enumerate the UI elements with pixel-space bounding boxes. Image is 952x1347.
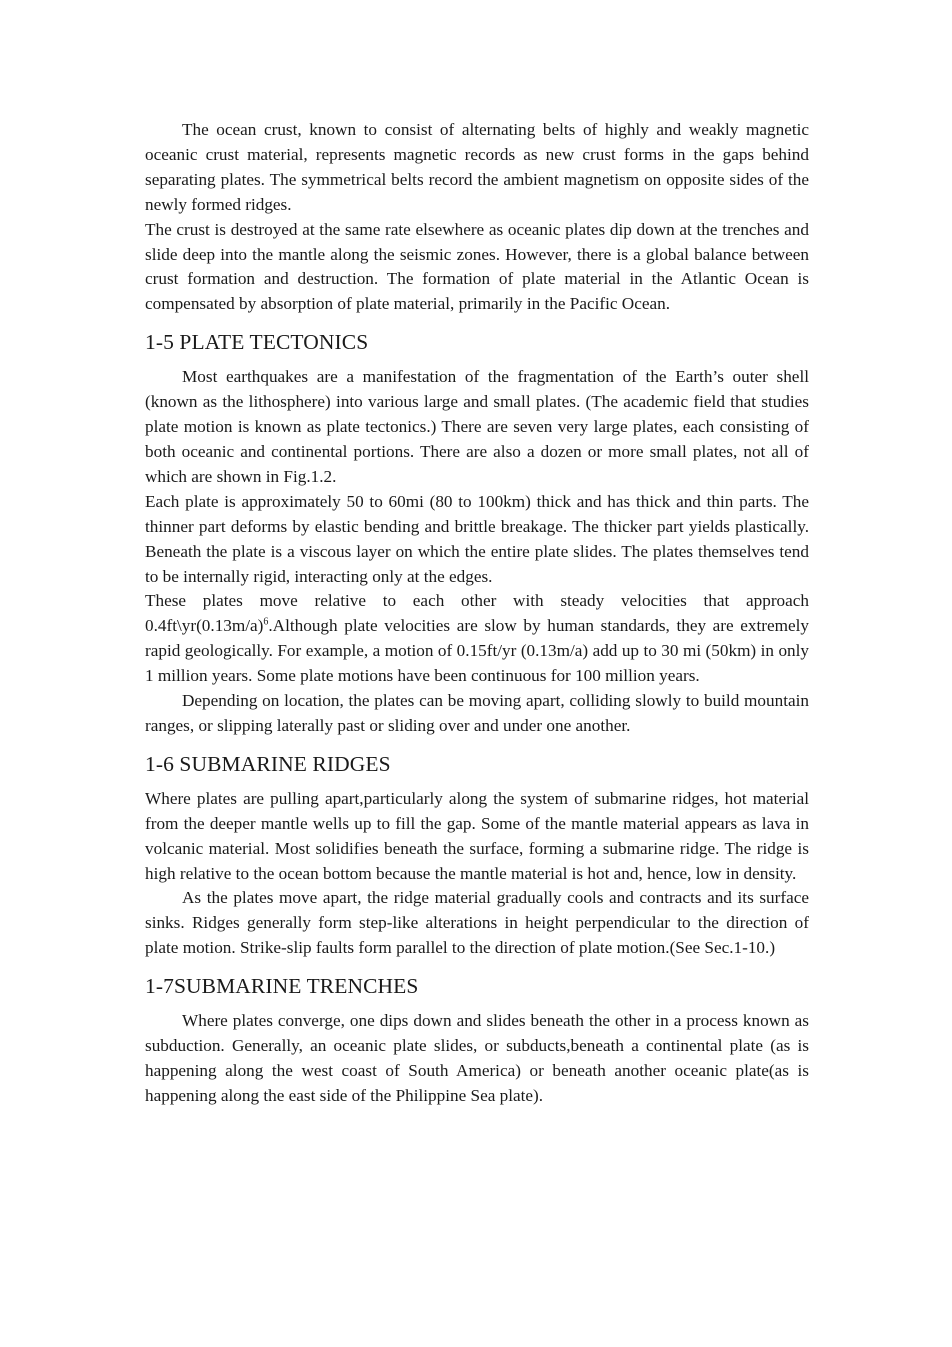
reference-superscript: 6 (263, 616, 269, 628)
heading-plate-tectonics: 1-5 PLATE TECTONICS (145, 330, 369, 355)
paragraph-crust-destruction: The crust is destroyed at the same rate elsewhere as oceanic plates dip down at the trenches and slide deep into the mantle along the seismic zones. However, there is a global balance between crust formation and destruction. The formation of plate material in the Atlantic Ocean is compensated by absorption of plate material, primarily in the Pacific Ocean. (145, 219, 809, 314)
document-page (145, 118, 809, 1109)
heading-submarine-trenches: 1-7SUBMARINE TRENCHES (145, 974, 419, 999)
paragraph-ridge-cooling: As the plates move apart, the ridge material gradually cools and contracts and its surface sinks. Ridges generally form step-like alterations in height perpendicular to the direction of plate motion. Strike-slip faults form parallel to the direction of plate motion.(See Sec.1-10.) (145, 888, 809, 958)
velocity-text-end: .Although plate velocities are slow by human standards, they are extremely rapid geologically. For example, a motion of 0.15ft/yr (0.13m/a) add up to 30 mi (50km) in only 1 million years. Some plate motions have been continuous for 100 million years. (145, 616, 809, 686)
paragraph-plate-velocities (145, 589, 809, 689)
paragraph-plate-thickness: Each plate is approximately 50 to 60mi (80 to 100km) thick and has thick and thin parts. The thinner part deforms by elastic bending and brittle breakage. The thicker part yields plastically. Beneath the plate is a viscous layer on which the entire plate slides. The plates themselves tend to be internally rigid, interacting only at the edges. (145, 491, 809, 586)
paragraph-subduction: Where plates converge, one dips down and slides beneath the other in a process known as subduction. Generally, an oceanic plate slides, or subducts,beneath a continental plate (as is happening along the west coast of South America) or beneath another oceanic plate(as is happening along the east side of the Philippine Sea plate). (145, 1011, 809, 1105)
paragraph-plate-location: Depending on location, the plates can be moving apart, colliding slowly to build mountain ranges, or slipping laterally past or sliding over and under one another. (145, 691, 809, 735)
velocity-text-start: These plates move relative to each other with steady velocities that approach 0.4ft\yr(0.13m/a) (145, 591, 809, 636)
paragraph-earthquakes-plates: Most earthquakes are a manifestation of the fragmentation of the Earth’s outer shell (known as the lithosphere) into various large and small plates. (The academic field that studies plate motion is known as plate tectonics.) There are seven very large plates, each consisting of both oceanic and continental portions. There are also a dozen or more small plates, not all of which are shown in Fig.1.2. (145, 367, 809, 486)
paragraph-ocean-crust: The ocean crust, known to consist of alternating belts of highly and weakly magnetic oceanic crust material, represents magnetic records as new crust forms in the gaps behind separating plates. The symmetrical belts record the ambient magnetism on opposite sides of the newly formed ridges. (145, 120, 809, 214)
paragraph-plates-pulling-apart: Where plates are pulling apart,particularly along the system of submarine ridges, hot material from the deeper mantle wells up to fill the gap. Some of the mantle material appears as lava in volcanic material. Most solidifies beneath the surface, forming a submarine ridge. The ridge is high relative to the ocean bottom because the mantle material is hot and, hence, low in density. (145, 788, 809, 883)
heading-submarine-ridges: 1-6 SUBMARINE RIDGES (145, 751, 391, 776)
